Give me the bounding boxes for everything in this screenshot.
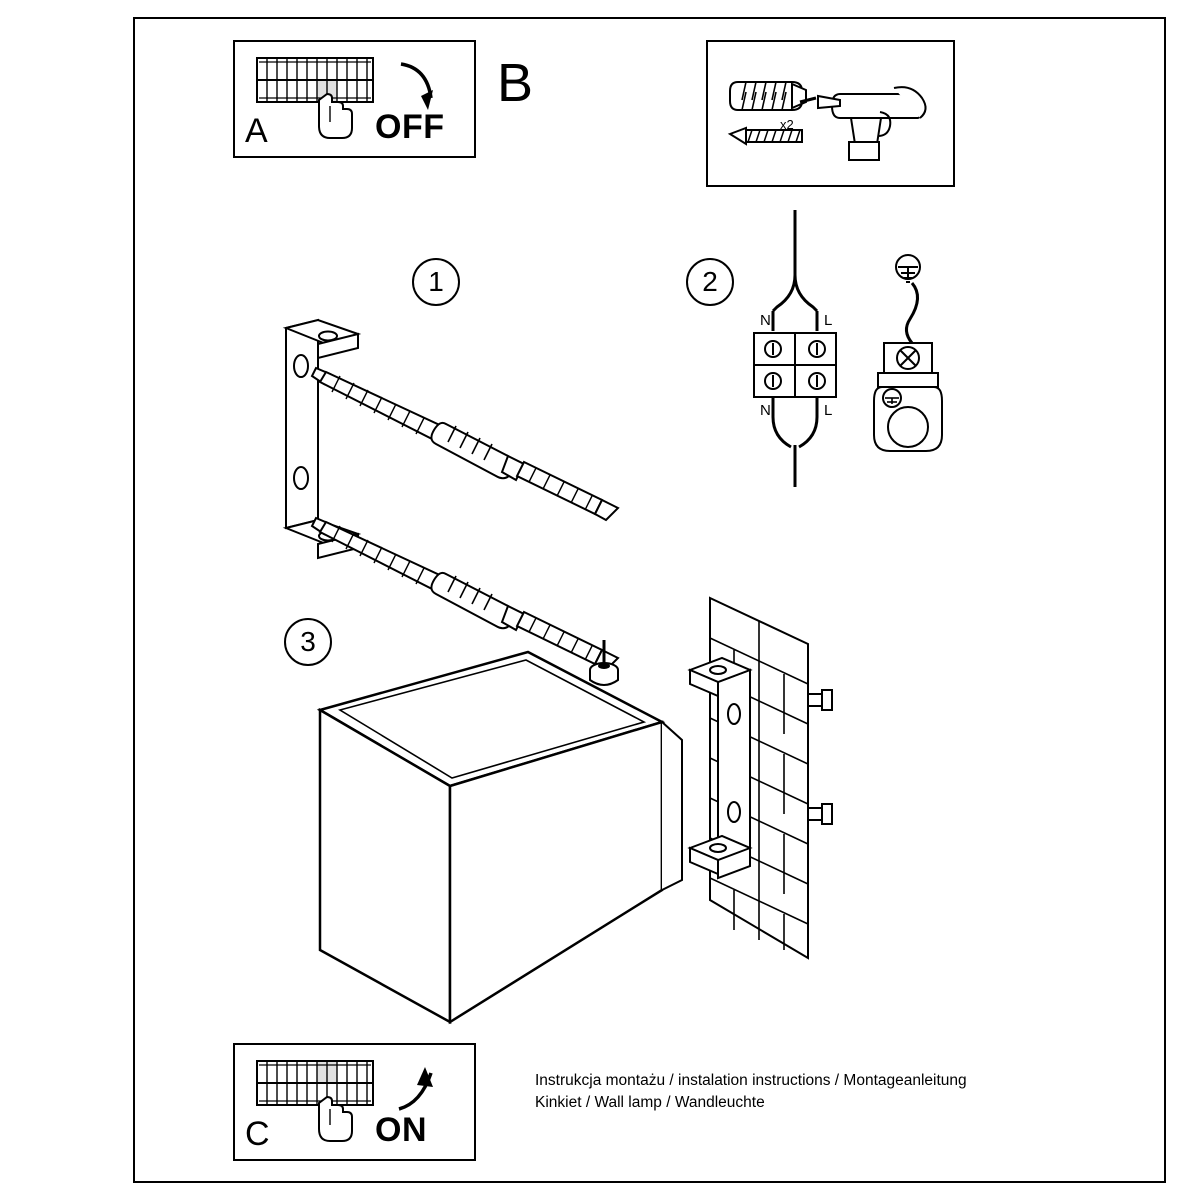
step-3-number-text: 3	[300, 626, 316, 657]
step-2-number	[686, 258, 734, 306]
earth-ground-icon	[896, 255, 920, 282]
panel-a-letter: A	[245, 112, 268, 150]
caption-line-1: Instrukcja montażu / instalation instructions / Montageanleitung	[535, 1072, 967, 1089]
cube-lamp-on-wall-icon	[310, 590, 950, 1040]
wall-screws	[808, 690, 832, 824]
svg-text:N: N	[760, 312, 771, 329]
earth-terminal-connector-icon	[874, 343, 942, 451]
cube-lamp	[320, 652, 682, 1022]
power-drill-icon	[800, 87, 926, 160]
set-screw	[590, 640, 618, 685]
panel-b-quantity: x2	[780, 117, 794, 132]
caption-line-2: Kinkiet / Wall lamp / Wandleuchte	[535, 1094, 765, 1111]
panel-c-action-label: ON	[375, 1111, 427, 1149]
step-2-number-text: 2	[702, 266, 718, 297]
terminal-block-icon	[740, 205, 1000, 525]
wall-plug-icon	[730, 82, 806, 110]
step-1-number-text: 1	[428, 266, 444, 297]
svg-text:L: L	[824, 312, 833, 329]
panel-b-icons	[708, 42, 957, 189]
panel-c-letter: C	[245, 1115, 270, 1153]
fuse-box-switch-on-icon	[235, 1045, 478, 1163]
panel-a	[233, 40, 476, 158]
svg-text:N: N	[760, 402, 771, 419]
panel-a-action-label: OFF	[375, 108, 445, 146]
panel-b	[706, 40, 955, 187]
panel-c	[233, 1043, 476, 1161]
bracket-screws-wallplugs-icon	[270, 320, 690, 610]
wall-bracket	[690, 658, 750, 878]
svg-text:L: L	[824, 402, 833, 419]
panel-b-letter: B	[497, 53, 534, 113]
step-1-number	[412, 258, 460, 306]
